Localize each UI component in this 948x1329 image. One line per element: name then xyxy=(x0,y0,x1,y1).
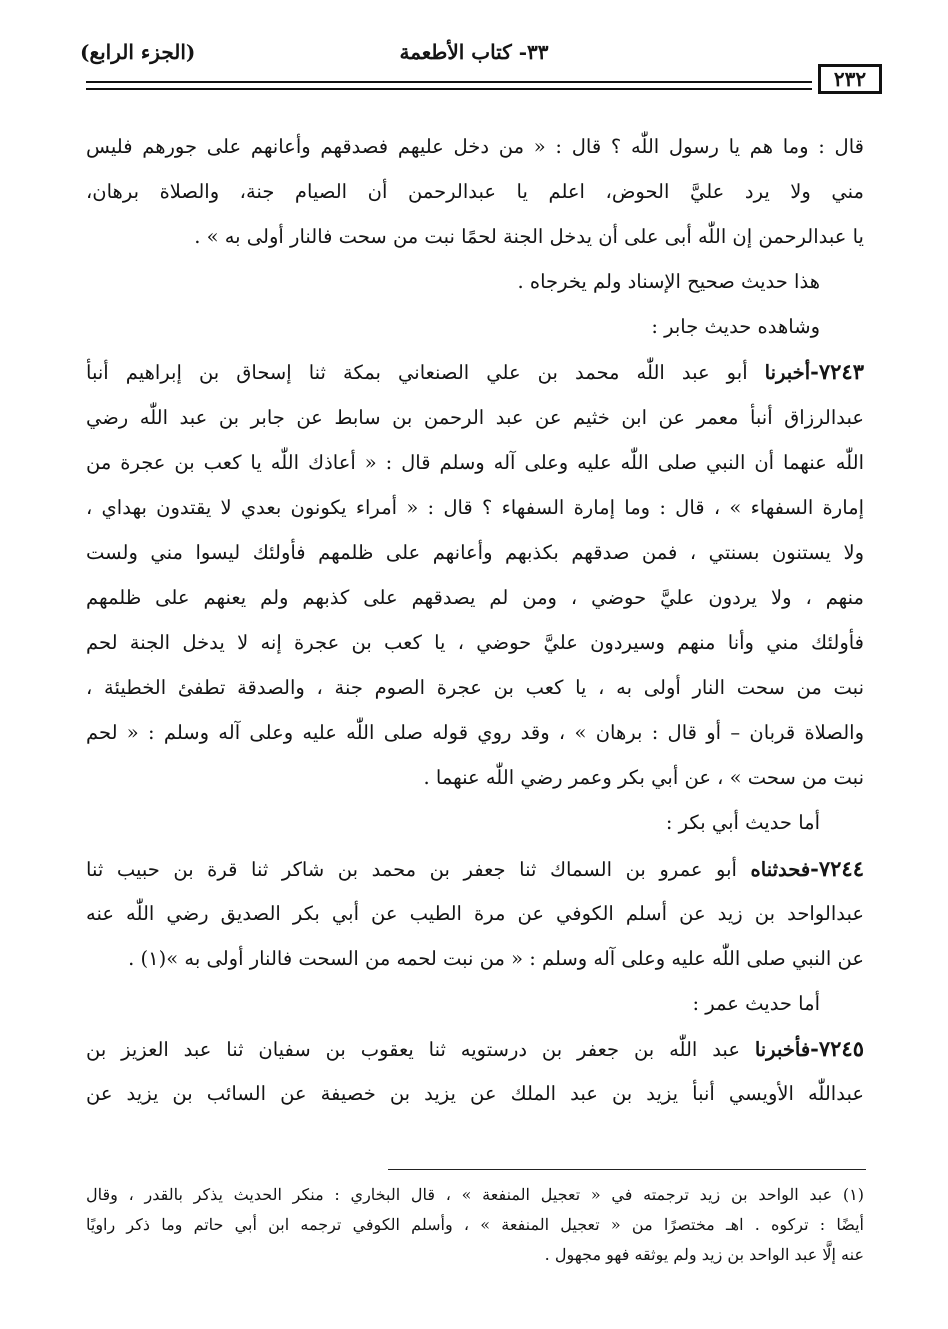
header-rule-top xyxy=(86,81,812,83)
text-line xyxy=(86,620,864,665)
text-line xyxy=(86,395,864,440)
footnote-separator xyxy=(388,1169,866,1170)
hadith-number: ٧٢٤٥- xyxy=(810,1035,864,1061)
line-text: قال : وما هم يا رسول اللّٰه ؟ قال : « من دخل عليهم فصدقهم وأعانهم على جورهم فليس xyxy=(86,135,864,158)
text-line xyxy=(86,710,864,755)
text-line xyxy=(86,440,864,485)
page-number: ٢٣٢ xyxy=(818,64,882,94)
narration-keyword: فأخبرنا xyxy=(754,1037,811,1061)
line-text: منهم ، ولا يردون عليَّ حوضي ، ومن لم يصدقهم على كذبهم ولم يعنهم على ظلمهم xyxy=(86,585,864,609)
line-text: عبد اللّٰه بن جعفر بن درستويه ثنا يعقوب بن سفيان ثنا عبد العزيز بن xyxy=(86,1037,740,1061)
line-text: هذا حديث صحيح الإسناد ولم يخرجاه . xyxy=(517,270,820,294)
footnote-line: (١) عبد الواحد بن زيد ترجمته في « تعجيل المنفعة » ، قال البخاري : منكر الحديث يذكر بالقدر ، وقال xyxy=(86,1185,864,1204)
line-text: يا عبدالرحمن إن اللّٰه أبى على أن يدخل الجنة لحمًا نبت من سحت فالنار أولى به » . xyxy=(194,225,864,249)
line-text: اللّٰه عنهما أن النبي صلى اللّٰه عليه وعلى آله وسلم قال : « أعاذك اللّٰه يا كعب بن عجرة من xyxy=(86,450,864,474)
line-text: أما حديث عمر : xyxy=(692,991,820,1015)
text-line xyxy=(86,1071,864,1116)
footnote-line: أيضًا : تركوه . اهـ مختصرًا من « تعجيل المنفعة » ، وأسلم الكوفي ترجمه ابن أبي حاتم وما ذكر راويًا xyxy=(86,1215,864,1234)
hadith-number: ٧٢٤٤- xyxy=(810,855,864,881)
text-line xyxy=(86,800,864,845)
text-line xyxy=(86,259,864,304)
line-text: عبدالواحد بن زيد عن أسلم الكوفي عن مرة الطيب عن أبي بكر الصديق رضي اللّٰه عنه xyxy=(86,901,864,925)
text-line xyxy=(86,891,864,936)
text-line xyxy=(86,1026,864,1071)
text-line xyxy=(86,214,864,259)
line-text: إمارة السفهاء » ، قال : وما إمارة السفهاء ؟ قال : « أمراء يكونون بعدي لا يقتدون بهداي ، xyxy=(86,495,864,519)
line-text: نبت من سحت » ، عن أبي بكر وعمر رضي اللّٰه عنهما . xyxy=(423,766,864,790)
body-text xyxy=(86,124,864,1116)
line-text: ولا يستنون بسنتي ، فمن صدقهم بكذبهم وأعانهم على ظلمهم فأولئك ليسوا مني ولست xyxy=(86,540,864,564)
line-text: فأولئك مني وأنا منهم وسيردون عليَّ حوضي ، يا كعب بن عجرة إنه لا يدخل الجنة لحم xyxy=(86,631,864,655)
text-line xyxy=(86,936,864,981)
footnotes xyxy=(86,1180,864,1270)
line-text: عبداللّٰه الأويسي أنبأ يزيد بن عبد الملك عن يزيد بن خصيفة عن السائب بن يزيد عن xyxy=(86,1081,864,1105)
footnote-line: عنه إلَّا عبد الواحد بن زيد ولم يوثقه فهو مجهول . xyxy=(544,1245,864,1264)
header-rule-bottom xyxy=(86,88,812,90)
text-line xyxy=(86,846,864,891)
line-text: والصلاة قربان – أو قال : برهان » ، وقد روي قوله صلى اللّٰه عليه وعلى آله وسلم : « لحم xyxy=(86,721,864,745)
text-line xyxy=(86,575,864,620)
chapter-title: ٣٣- كتاب الأطعمة xyxy=(399,40,549,64)
volume-label: (الجزء الرابع) xyxy=(80,40,196,64)
line-text: عبدالرزاق أنبأ معمر عن ابن خثيم عن عبد الرحمن بن سابط عن جابر بن عبد اللّٰه رضي xyxy=(86,405,864,429)
text-line xyxy=(86,304,864,349)
line-text: نبت من سحت النار أولى به ، يا كعب بن عجرة الصوم جنة ، والصدقة تطفئ الخطيئة ، xyxy=(86,676,864,700)
line-text: أما حديث أبي بكر : xyxy=(665,811,820,835)
narration-keyword: فحدثناه xyxy=(750,857,811,881)
text-line xyxy=(86,485,864,530)
line-text: عن النبي صلى اللّٰه عليه وعلى آله وسلم : « من نبت لحمه من السحت فالنار أولى به »(١) . xyxy=(128,946,864,970)
line-text: أبو عمرو بن السماك ثنا جعفر بن محمد بن شاكر ثنا قرة بن حبيب ثنا xyxy=(86,857,737,881)
text-line xyxy=(86,124,864,169)
hadith-number: ٧٢٤٣- xyxy=(810,359,864,385)
text-line xyxy=(86,755,864,800)
line-text: أبو عبد اللّٰه محمد بن علي الصنعاني بمكة ثنا إسحاق بن إبراهيم أنبأ xyxy=(86,361,748,385)
text-line xyxy=(86,981,864,1026)
line-text: مني ولا يرد عليَّ الحوض، اعلم يا عبدالرحمن أن الصيام جنة، والصلاة برهان، xyxy=(86,180,864,204)
text-line xyxy=(86,349,864,394)
narration-keyword: أخبرنا xyxy=(764,361,811,385)
text-line xyxy=(86,169,864,214)
text-line xyxy=(86,665,864,710)
text-line xyxy=(86,530,864,575)
line-text: وشاهده حديث جابر : xyxy=(651,315,820,339)
